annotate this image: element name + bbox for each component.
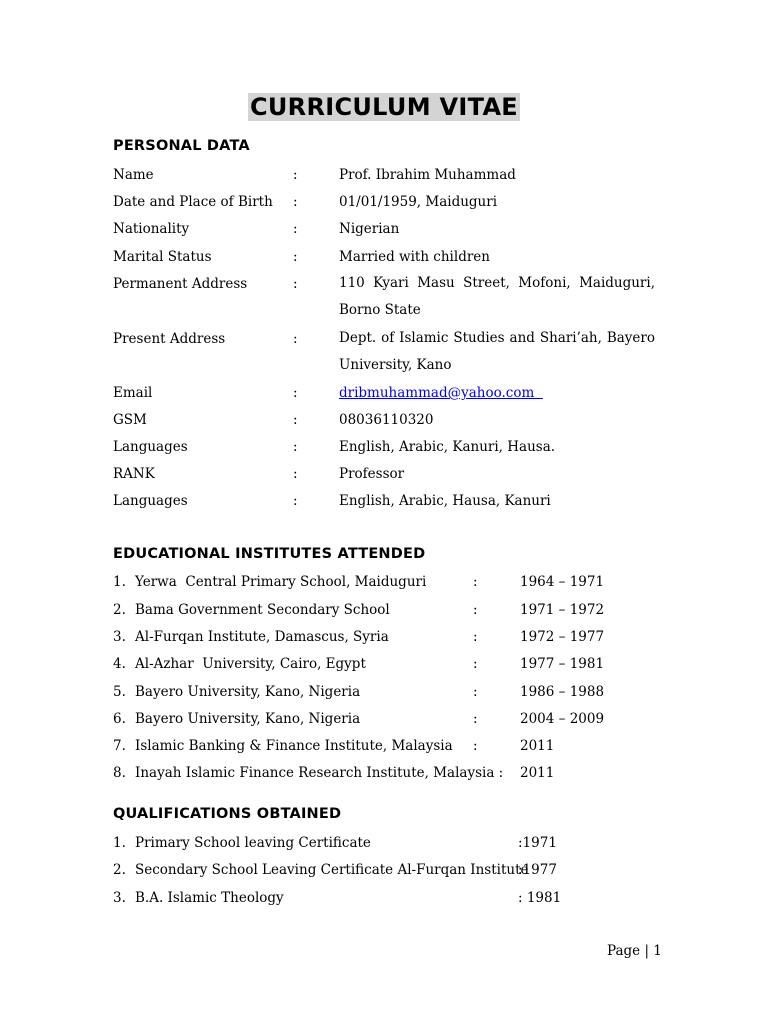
field-value: 01/01/1959, Maiduguri (339, 194, 498, 210)
qualification-name: B.A. Islamic Theology (135, 890, 284, 906)
list-number: 2. (113, 602, 126, 618)
field-colon: : (293, 466, 298, 482)
education-item (0, 599, 768, 621)
list-number: 1. (113, 574, 126, 590)
list-number: 6. (113, 711, 126, 727)
field-colon: : (293, 276, 298, 292)
education-item (0, 681, 768, 703)
field-colon: : (473, 629, 478, 645)
field-colon: : (293, 167, 298, 183)
present-address-value: Dept. of Islamic Studies and Shari’ah, Bayero University, Kano (339, 330, 655, 373)
qualification-item (0, 832, 768, 854)
list-number: 8. (113, 765, 126, 781)
institute-name: Al-Furqan Institute, Damascus, Syria (135, 629, 389, 645)
field-colon: : (293, 412, 298, 428)
list-number: 4. (113, 656, 126, 672)
field-colon: : (473, 711, 478, 727)
field-value: English, Arabic, Hausa, Kanuri (339, 493, 551, 509)
field-colon: : (293, 194, 298, 210)
field-colon: : (473, 574, 478, 590)
qualification-year: :1971 (518, 835, 557, 851)
list-number: 7. (113, 738, 126, 754)
qualification-name: Secondary School Leaving Certificate Al-Furqan Institute (135, 862, 529, 878)
field-colon: : (293, 493, 298, 509)
field-value: Professor (339, 466, 405, 482)
permanent-address-value: 110 Kyari Masu Street, Mofoni, Maiduguri, Borno State (339, 275, 655, 318)
institute-name: Yerwa Central Primary School, Maiduguri (135, 574, 427, 590)
field-colon: : (473, 684, 478, 700)
personal-row-gsm (0, 409, 768, 431)
email-link[interactable]: dribmuhammad@yahoo.com (339, 385, 543, 401)
field-label: Date and Place of Birth (113, 194, 273, 210)
field-label: Marital Status (113, 249, 212, 265)
personal-row-email (0, 382, 768, 404)
institute-name: Bayero University, Kano, Nigeria (135, 684, 361, 700)
field-label: Present Address (113, 331, 226, 347)
list-number: 2. (113, 862, 126, 878)
personal-data-heading: PERSONAL DATA (113, 138, 250, 154)
qualification-item (0, 859, 768, 881)
personal-row-rank (0, 463, 768, 485)
field-colon: : (293, 439, 298, 455)
qualifications-heading: QUALIFICATIONS OBTAINED (113, 806, 342, 822)
field-label: Languages (113, 439, 188, 455)
institute-years: 1986 – 1988 (520, 684, 605, 700)
document-title: CURRICULUM VITAE (249, 93, 519, 121)
education-heading: EDUCATIONAL INSTITUTES ATTENDED (113, 546, 426, 562)
field-label: Languages (113, 493, 188, 509)
education-item (0, 708, 768, 730)
personal-row-birth (0, 191, 768, 213)
field-label: RANK (113, 466, 155, 482)
field-value: English, Arabic, Kanuri, Hausa. (339, 439, 556, 455)
field-label: Name (113, 167, 154, 183)
institute-years: 2004 – 2009 (520, 711, 605, 727)
field-label: Nationality (113, 221, 190, 237)
qualification-name: Primary School leaving Certificate (135, 835, 371, 851)
qualification-year: : 1981 (518, 890, 562, 906)
institute-years: 1972 – 1977 (520, 629, 605, 645)
field-colon: : (473, 656, 478, 672)
document-title-wrap (0, 93, 768, 121)
institute-years: 1964 – 1971 (520, 574, 605, 590)
list-number: 1. (113, 835, 126, 851)
education-item (0, 735, 768, 757)
institute-years: 1977 – 1981 (520, 656, 605, 672)
institute-name: Bayero University, Kano, Nigeria (135, 711, 361, 727)
personal-row-marital (0, 246, 768, 268)
page-number: Page | 1 (607, 943, 662, 959)
education-item (0, 571, 768, 593)
field-colon: : (473, 602, 478, 618)
field-colon: : (293, 331, 298, 347)
institute-name: Inayah Islamic Finance Research Institute, Malaysia : (135, 765, 504, 781)
field-value: Nigerian (339, 221, 400, 237)
field-colon: : (293, 385, 298, 401)
institute-name: Al-Azhar University, Cairo, Egypt (135, 656, 366, 672)
field-colon: : (293, 221, 298, 237)
personal-row-languages (0, 436, 768, 458)
field-label: GSM (113, 412, 147, 428)
institute-years: 2011 (520, 765, 555, 781)
education-item (0, 626, 768, 648)
field-value: Prof. Ibrahim Muhammad (339, 167, 516, 183)
qualification-year: :1977 (518, 862, 557, 878)
institute-name: Bama Government Secondary School (135, 602, 390, 618)
field-colon: : (293, 249, 298, 265)
institute-name: Islamic Banking & Finance Institute, Malaysia (135, 738, 453, 754)
education-item (0, 653, 768, 675)
list-number: 3. (113, 629, 126, 645)
field-colon: : (473, 738, 478, 754)
personal-row-languages-2 (0, 490, 768, 512)
list-number: 3. (113, 890, 126, 906)
field-value: Married with children (339, 249, 490, 265)
list-number: 5. (113, 684, 126, 700)
field-value: 08036110320 (339, 412, 434, 428)
personal-row-nationality (0, 218, 768, 240)
institute-years: 2011 (520, 738, 555, 754)
field-label: Permanent Address (113, 276, 248, 292)
field-label: Email (113, 385, 153, 401)
personal-row-name (0, 164, 768, 186)
qualification-item (0, 887, 768, 909)
institute-years: 1971 – 1972 (520, 602, 605, 618)
education-item (0, 762, 768, 784)
